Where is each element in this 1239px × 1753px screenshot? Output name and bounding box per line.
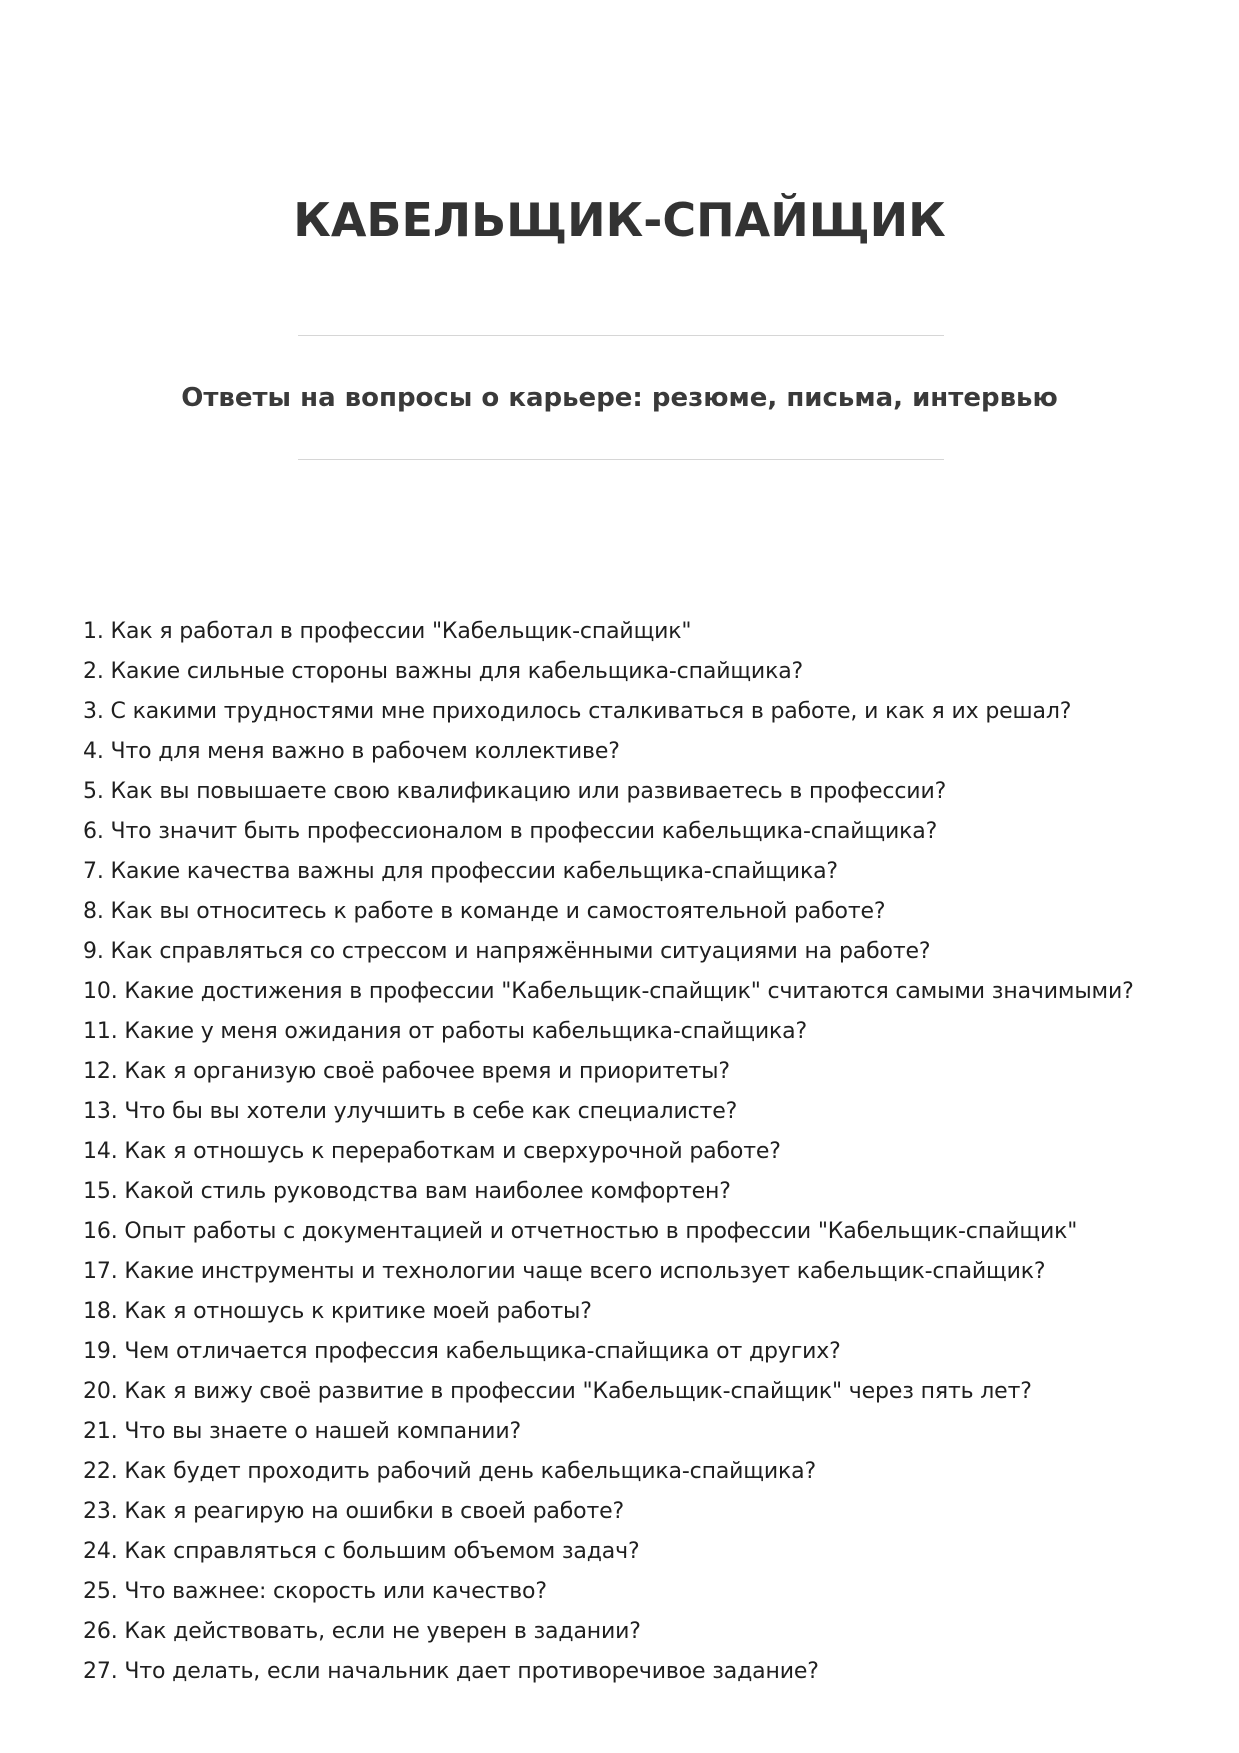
question-item: 25. Что важнее: скорость или качество? [83, 1579, 547, 1604]
question-item: 7. Какие качества важны для профессии кабельщика-спайщика? [83, 859, 838, 884]
question-item: 10. Какие достижения в профессии "Кабельщик-спайщик" считаются самыми значимыми? [83, 979, 1134, 1004]
document-subtitle: Ответы на вопросы о карьере: резюме, письма, интервью [181, 383, 1058, 413]
question-item: 21. Что вы знаете о нашей компании? [83, 1419, 521, 1444]
title-divider-top [298, 335, 944, 336]
question-item: 9. Как справляться со стрессом и напряжёнными ситуациями на работе? [83, 939, 931, 964]
question-item: 22. Как будет проходить рабочий день кабельщика-спайщика? [83, 1459, 817, 1484]
question-item: 18. Как я отношусь к критике моей работы? [83, 1299, 592, 1324]
question-item: 15. Какой стиль руководства вам наиболее комфортен? [83, 1179, 731, 1204]
question-item: 27. Что делать, если начальник дает противоречивое задание? [83, 1659, 819, 1684]
question-item: 23. Как я реагирую на ошибки в своей работе? [83, 1499, 625, 1524]
question-item: 8. Как вы относитесь к работе в команде и самостоятельной работе? [83, 899, 886, 924]
question-item: 13. Что бы вы хотели улучшить в себе как специалисте? [83, 1099, 738, 1124]
question-item: 14. Как я отношусь к переработкам и сверхурочной работе? [83, 1139, 781, 1164]
question-item: 12. Как я организую своё рабочее время и приоритеты? [83, 1059, 730, 1084]
question-item: 26. Как действовать, если не уверен в задании? [83, 1619, 641, 1644]
question-list [83, 612, 1183, 1692]
question-item: 20. Как я вижу своё развитие в профессии "Кабельщик-спайщик" через пять лет? [83, 1379, 1032, 1404]
title-divider-bottom [298, 459, 944, 460]
question-item: 5. Как вы повышаете свою квалификацию или развиваетесь в профессии? [83, 779, 947, 804]
question-item: 19. Чем отличается профессия кабельщика-спайщика от других? [83, 1339, 841, 1364]
question-item: 1. Как я работал в профессии "Кабельщик-спайщик" [83, 619, 692, 644]
question-item: 4. Что для меня важно в рабочем коллективе? [83, 739, 620, 764]
question-item: 6. Что значит быть профессионалом в профессии кабельщика-спайщика? [83, 819, 938, 844]
question-item: 16. Опыт работы с документацией и отчетностью в профессии "Кабельщик-спайщик" [83, 1219, 1078, 1244]
document-title: КАБЕЛЬЩИК-СПАЙЩИК [293, 193, 946, 247]
question-item: 11. Какие у меня ожидания от работы кабельщика-спайщика? [83, 1019, 808, 1044]
question-item: 2. Какие сильные стороны важны для кабельщика-спайщика? [83, 659, 804, 684]
question-item: 17. Какие инструменты и технологии чаще всего использует кабельщик-спайщик? [83, 1259, 1046, 1284]
question-item: 24. Как справляться с большим объемом задач? [83, 1539, 640, 1564]
question-item: 3. С какими трудностями мне приходилось сталкиваться в работе, и как я их решал? [83, 699, 1072, 724]
